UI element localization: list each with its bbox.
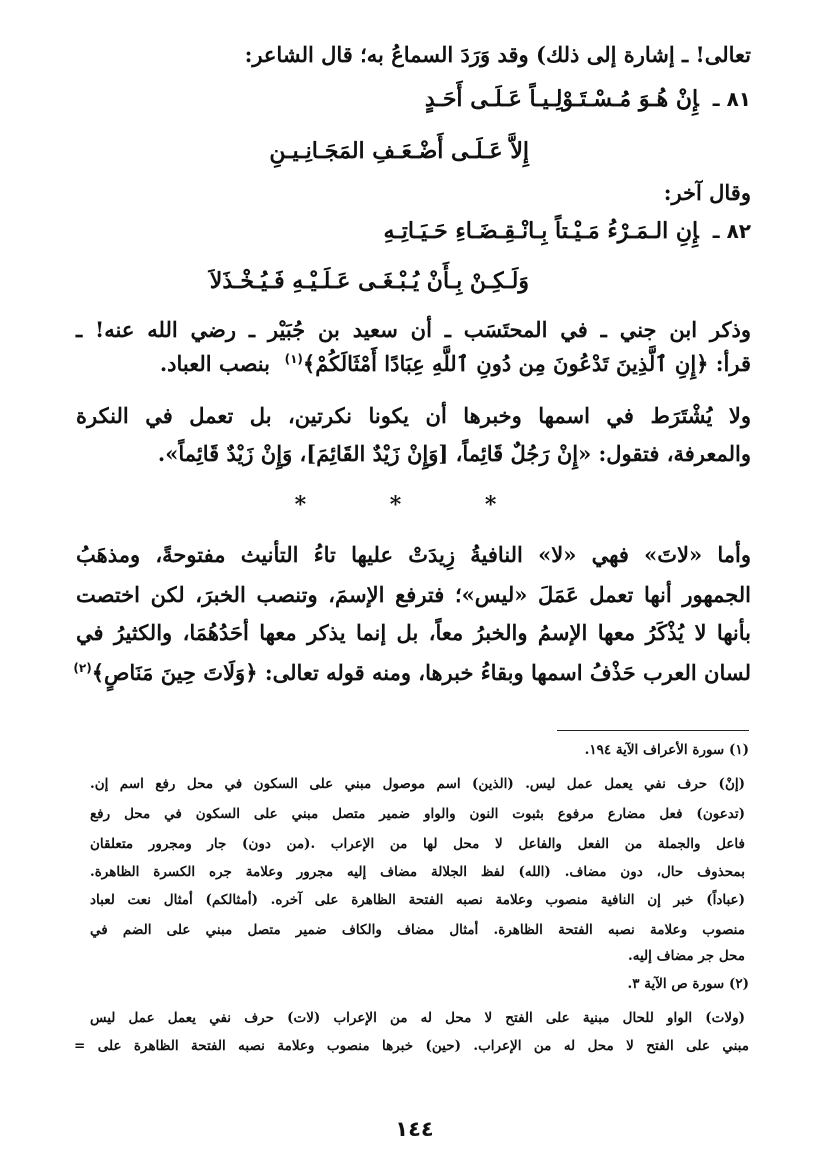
nasb-al-ibad: بنصب العباد. [159,351,270,376]
ibn-jinni-line-1: وذكر ابن جني ـ في المحتَسَب ـ أن سعيد بن جُبَيْر ـ رضي الله عنه! ـ [76,317,751,342]
verse-82-first-hemistich [384,218,751,244]
verse-81-second-hemistich: إِلاَّ عَـلَـى أَضْـعَـفِ المَجَـانِـيـنِ [269,138,529,164]
footnote-2-source: سورة ص الآية ٣. [627,976,725,992]
quran-quote-sad: ﴿وَلَاتَ حِينَ مَنَاصٍ﴾ [91,660,258,685]
verse-82-number: ٨٢ ـ [712,219,751,243]
footnote-2-header [628,976,749,992]
lata-line-2: الجمهور أنها تعمل عَمَلَ «ليس»؛ فترفع الإسمَ، وتنصب الخبرَ، لكن اختصت [76,582,751,607]
condition-line-1: ولا يُشْتَرَط في اسمها وخبرها أن يكونا نكرتين، بل تعمل في النكرة [76,403,751,428]
quran-quote-araf: ﴿إِنِ ٱلَّذِينَ تَدْعُونَ مِن دُونِ ٱللَّهِ عِبَادًا أَمْثَالَكُمْ﴾ [302,351,709,376]
footnote-2-line: (ولات) الواو للحال مبنية على الفتح لا محل له من الإعراب (لات) حرف نفي يعمل عمل ليس [90,1010,745,1026]
verse-82-second-hemistich: وَلَـكِـنْ بِـأَنْ يُـبْـغَـى عَـلَـيْـهِ فَـيُـخْـذَلاَ [209,268,529,294]
qara-label: قرأ: [715,351,751,376]
verse-81-first-text: إِنْ هُـوَ مُـسْـتَـوْلِـيـاً عَـلَـى أَحَـدٍ [424,86,699,112]
ibn-jinni-line-2 [160,351,751,376]
footnote-1-header [585,742,749,758]
footnote-ref-1: (١) [284,352,303,366]
lata-line-4-text: لسان العرب حَذْفُ اسمها وبقاءُ خبرها، ومنه قوله تعالى: [264,660,751,685]
verse-81-number: ٨١ ـ [712,87,751,111]
footnote-2-marker: (٢) [728,976,749,992]
footnote-1-line: (عباداً) خبر إن النافية منصوب وعلامة نصبه الفتحة الظاهرة على آخره. (أمثالكم) أمثال نعت لعباد [90,892,745,908]
footnote-1-line: منصوب وعلامة نصبه الفتحة الظاهرة. أمثال مضاف والكاف ضمير متصل مبني على الضم في [90,922,745,938]
footnote-ref-2: (٢) [73,661,92,675]
footnote-1-line: (إنْ) حرف نفي يعمل عمل ليس. (الذين) اسم موصول مبني على السكون في محل رفع اسم إن. [90,776,745,792]
footnote-1-line: بمحذوف حال، دون مضاف. (الله) لفظ الجلالة مضاف إليه مجرور وعلامة جره الكسرة الظاهرة. [90,864,745,880]
footnote-1-line: (تدعون) فعل مضارع مرفوع بثبوت النون والواو ضمير متصل مبني على السكون في محل رفع [90,806,745,822]
lata-line-4 [73,660,751,685]
verse-81-first-hemistich [425,86,751,112]
page-number: ١٤٤ [395,1117,434,1141]
intro-line: تعالى! ـ إشارة إلى ذلك) وقد وَرَدَ السماعُ به؛ قال الشاعر: [244,42,751,67]
footnote-2-line: مبني على الفتح لا محل له من الإعراب. (حين) خبرها منصوب وعلامة نصبه الفتحة الظاهرة على = [74,1038,749,1054]
another-poet-label: وقال آخر: [663,180,751,205]
footnote-divider [557,730,749,731]
section-separator-stars: * * * [294,492,535,518]
lata-line-3: بأنها لا يُذْكَرُ معها الإسمُ والخبرُ معاً، بل إنما يذكر معها أحَدُهُمَا، والكثيرُ في [76,620,751,645]
footnote-1-line: فاعل والجملة من الفعل والفاعل لا محل لها من الإعراب .(من دون) جار ومجرور متعلقان [90,836,745,852]
footnote-1-last-line: محل جر مضاف إليه. [628,948,745,964]
footnote-1-source: سورة الأعراف الآية ١٩٤. [584,742,725,758]
verse-82-first-text: إِنِ الـمَـرْءُ مَـيْـتاً بِـانْـقِـضَـاءِ حَـيَـاتِـهِ [383,218,699,244]
footnote-1-marker: (١) [728,742,749,758]
condition-line-2: والمعرفة، فتقول: «إِنْ رَجُلٌ قَائِماً، [وَإِنْ زَيْدٌ القَائِمَ]، وَإِنْ زَيْدٌ قَائِماً». [157,441,751,466]
lata-line-1: وأما «لاتَ» فهي «لا» النافيةُ زِيدَتْ عليها تاءُ التأنيث مفتوحةً، ومذهَبُ [76,542,751,567]
